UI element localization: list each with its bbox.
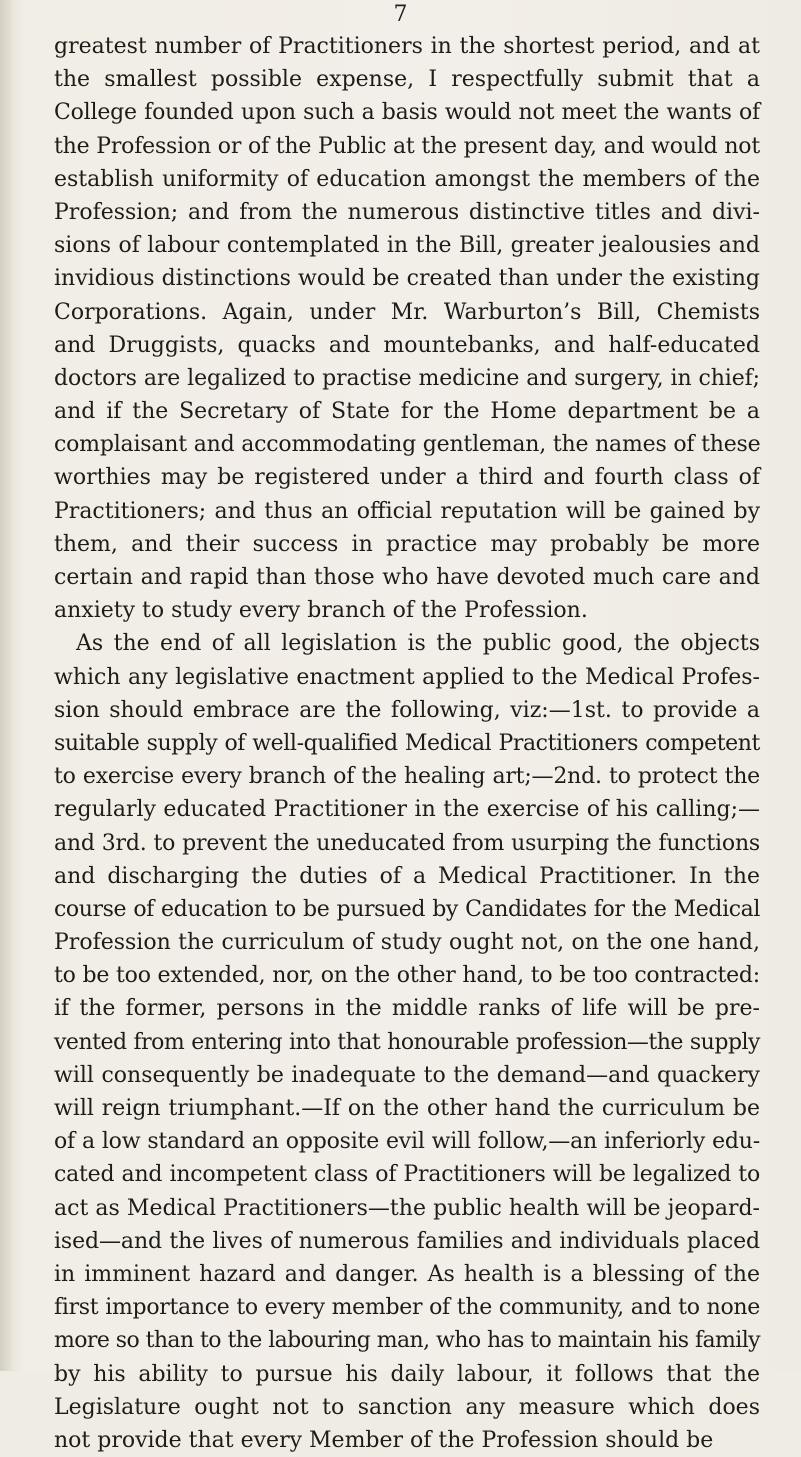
text-line: doctors are legalized to practise medicine and surgery, in chief;	[54, 365, 760, 391]
text-line: them, and their success in practice may probably be more	[54, 531, 760, 557]
paragraph-start-line: As the end of all legislation is the public good, the objects	[76, 631, 760, 657]
text-line: cated and incompetent class of Practitioners will be legalized to	[54, 1162, 760, 1188]
text-line: vented from entering into that honourable profession—the supply	[54, 1029, 760, 1055]
text-line: suitable supply of well-qualified Medical Practitioners competent	[54, 730, 760, 756]
text-line: Legislature ought not to sanction any measure which does	[54, 1394, 760, 1420]
text-line: sions of labour contemplated in the Bill, greater jealousies and	[54, 233, 760, 259]
text-line: sion should embrace are the following, viz:—1st. to provide a	[54, 697, 760, 723]
text-line: Profession the curriculum of study ought not, on the one hand,	[54, 930, 760, 956]
text-line: act as Medical Practitioners—the public health will be jeopard-	[54, 1195, 760, 1221]
text-line: and Druggists, quacks and mountebanks, and half-educated	[54, 332, 760, 358]
text-line: to be too extended, nor, on the other hand, to be too contracted:	[54, 963, 760, 989]
text-line: if the former, persons in the middle ranks of life will be pre-	[54, 996, 760, 1022]
text-line: course of education to be pursued by Candidates for the Medical	[54, 896, 760, 922]
page-number: 7	[393, 2, 408, 27]
text-line: complaisant and accommodating gentleman, the names of these	[54, 432, 761, 458]
text-line: to exercise every branch of the healing art;—2nd. to protect the	[54, 764, 760, 790]
text-line: Corporations. Again, under Mr. Warburton’s Bill, Chemists	[54, 299, 760, 325]
text-line: not provide that every Member of the Profession should be	[54, 1427, 714, 1453]
text-line: the smallest possible expense, I respectfully submit that a	[54, 67, 760, 93]
text-line: will reign triumphant.—If on the other hand the curriculum be	[54, 1096, 760, 1121]
text-line: of a low standard an opposite evil will follow,—an inferiorly edu-	[54, 1129, 760, 1155]
text-line: and discharging the duties of a Medical Practitioner. In the	[54, 863, 760, 889]
text-line: Practitioners; and thus an official reputation will be gained by	[54, 498, 760, 524]
text-line: invidious distinctions would be created than under the existing	[54, 266, 760, 292]
text-line: Profession; and from the numerous distinctive titles and divi-	[54, 199, 760, 225]
text-line: anxiety to study every branch of the Profession.	[54, 598, 588, 624]
text-line: certain and rapid than those who have devoted much care and	[54, 565, 760, 590]
text-line: College founded upon such a basis would not meet the wants of	[54, 100, 760, 126]
text-line: establish uniformity of education amongst the members of the	[54, 166, 760, 192]
body-text	[54, 30, 760, 1457]
text-line: greatest number of Practitioners in the shortest period, and at	[54, 34, 760, 59]
text-line: regularly educated Practitioner in the exercise of his calling;—	[54, 797, 760, 823]
text-line: worthies may be registered under a third and fourth class of	[54, 465, 760, 491]
text-line: first importance to every member of the community, and to none	[54, 1295, 760, 1321]
text-line: ised—and the lives of numerous families and individuals placed	[54, 1228, 760, 1254]
text-line: and 3rd. to prevent the uneducated from usurping the functions	[54, 830, 760, 856]
text-line: and if the Secretary of State for the Home department be a	[54, 399, 760, 425]
text-line: more so than to the labouring man, who has to maintain his family	[54, 1328, 760, 1354]
binding-edge	[0, 0, 12, 1371]
text-line: will consequently be inadequate to the demand—and quackery	[54, 1062, 760, 1088]
text-line: which any legislative enactment applied to the Medical Profes-	[54, 664, 760, 690]
text-line: in imminent hazard and danger. As health is a blessing of the	[54, 1261, 760, 1287]
text-line: the Profession or of the Public at the present day, and would not	[54, 133, 760, 159]
text-line: by his ability to pursue his daily labour, it follows that the	[54, 1361, 760, 1387]
